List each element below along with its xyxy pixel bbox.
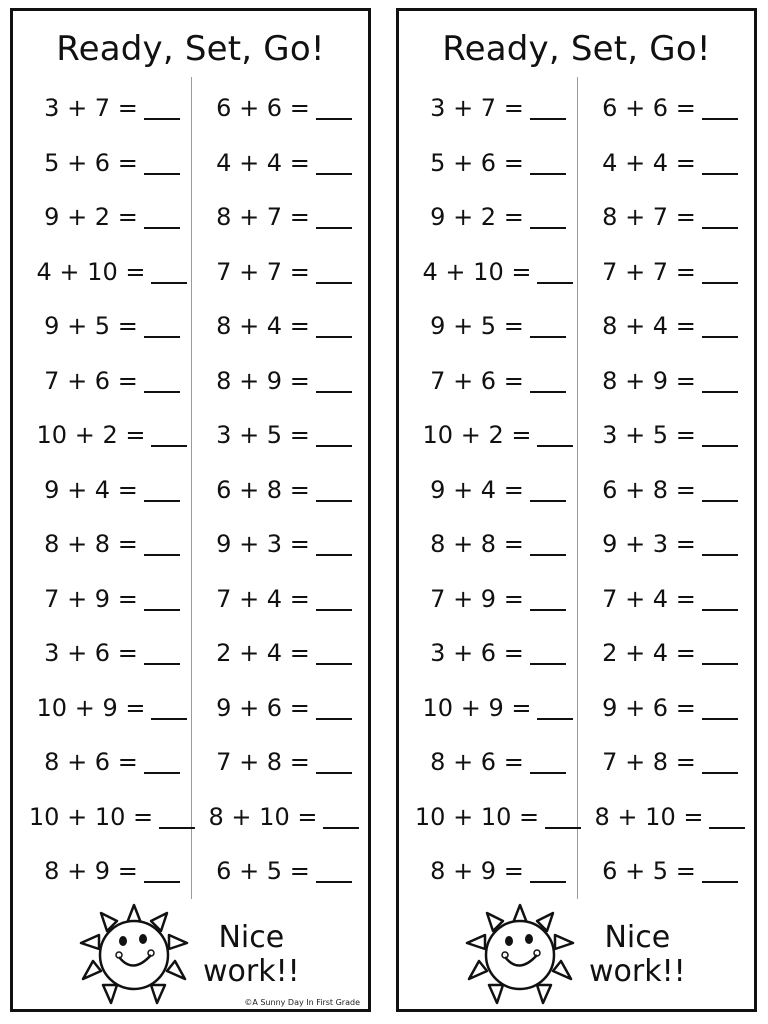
problem-row xyxy=(585,81,755,136)
answer-blank[interactable] xyxy=(537,423,573,447)
equation-text: 3 + 6 = xyxy=(44,639,138,668)
problem-row xyxy=(413,844,583,899)
problem-row xyxy=(27,463,197,518)
equation-text: 7 + 7 = xyxy=(602,257,696,286)
problem-row xyxy=(27,136,197,191)
answer-blank[interactable] xyxy=(702,423,738,447)
worksheet-title: Ready, Set, Go! xyxy=(56,29,325,69)
problem-row xyxy=(585,408,755,463)
problem-row xyxy=(27,735,197,790)
problem-column-1 xyxy=(27,81,197,899)
answer-blank[interactable] xyxy=(144,750,180,774)
answer-blank[interactable] xyxy=(144,151,180,175)
answer-blank[interactable] xyxy=(323,805,359,829)
equation-text: 8 + 6 = xyxy=(44,748,138,777)
answer-blank[interactable] xyxy=(144,96,180,120)
equation-text: 9 + 3 = xyxy=(216,530,310,559)
problem-row xyxy=(199,136,369,191)
equation-text: 8 + 10 = xyxy=(208,802,318,831)
problem-row xyxy=(585,626,755,681)
problem-row xyxy=(585,190,755,245)
problem-row xyxy=(585,517,755,572)
equation-text: 6 + 5 = xyxy=(216,857,310,886)
equation-text: 8 + 6 = xyxy=(430,748,524,777)
equation-text: 8 + 10 = xyxy=(594,802,704,831)
equation-text: 10 + 10 = xyxy=(414,802,540,831)
problem-row xyxy=(199,463,369,518)
answer-blank[interactable] xyxy=(545,805,581,829)
problem-row xyxy=(199,190,369,245)
equation-text: 8 + 9 = xyxy=(430,857,524,886)
answer-blank[interactable] xyxy=(316,314,352,338)
answer-blank[interactable] xyxy=(316,260,352,284)
problem-column-1 xyxy=(413,81,583,899)
smiling-sun-icon xyxy=(75,903,193,1005)
equation-text: 9 + 3 = xyxy=(602,530,696,559)
answer-blank[interactable] xyxy=(702,205,738,229)
equation-text: 7 + 9 = xyxy=(430,584,524,613)
answer-blank[interactable] xyxy=(144,478,180,502)
answer-blank[interactable] xyxy=(316,205,352,229)
answer-blank[interactable] xyxy=(530,96,566,120)
equation-text: 10 + 10 = xyxy=(28,802,154,831)
answer-blank[interactable] xyxy=(316,369,352,393)
answer-blank[interactable] xyxy=(702,532,738,556)
equation-text: 7 + 8 = xyxy=(602,748,696,777)
problem-row xyxy=(199,299,369,354)
equation-text: 9 + 4 = xyxy=(44,475,138,504)
answer-blank[interactable] xyxy=(151,423,187,447)
answer-blank[interactable] xyxy=(702,859,738,883)
answer-blank[interactable] xyxy=(144,205,180,229)
equation-text: 10 + 2 = xyxy=(422,421,532,450)
equation-text: 9 + 2 = xyxy=(430,203,524,232)
answer-blank[interactable] xyxy=(530,205,566,229)
answer-blank[interactable] xyxy=(702,750,738,774)
equation-text: 10 + 9 = xyxy=(36,693,146,722)
answer-blank[interactable] xyxy=(159,805,195,829)
problem-row xyxy=(27,681,197,736)
equation-text: 8 + 9 = xyxy=(216,366,310,395)
problem-row xyxy=(199,354,369,409)
equation-text: 10 + 9 = xyxy=(422,693,532,722)
nice-work-message xyxy=(589,921,686,989)
problem-column-2 xyxy=(585,81,755,899)
problem-row xyxy=(27,245,197,300)
answer-blank[interactable] xyxy=(316,532,352,556)
answer-blank[interactable] xyxy=(530,532,566,556)
answer-blank[interactable] xyxy=(702,696,738,720)
problem-row xyxy=(585,790,755,845)
equation-text: 6 + 6 = xyxy=(216,94,310,123)
problem-row xyxy=(585,245,755,300)
problem-row xyxy=(585,354,755,409)
problem-row xyxy=(585,299,755,354)
problem-row xyxy=(413,136,583,191)
answer-blank[interactable] xyxy=(530,478,566,502)
nice-work-line2: work!! xyxy=(589,954,686,989)
answer-blank[interactable] xyxy=(316,641,352,665)
answer-blank[interactable] xyxy=(316,151,352,175)
problem-row xyxy=(27,190,197,245)
equation-text: 8 + 4 = xyxy=(216,312,310,341)
equation-text: 8 + 9 = xyxy=(44,857,138,886)
equation-text: 4 + 10 = xyxy=(422,257,532,286)
equation-text: 8 + 7 = xyxy=(602,203,696,232)
problem-row xyxy=(199,572,369,627)
equation-text: 6 + 8 = xyxy=(216,475,310,504)
problem-row xyxy=(27,572,197,627)
problem-row xyxy=(199,735,369,790)
equation-text: 7 + 4 = xyxy=(216,584,310,613)
equation-text: 3 + 5 = xyxy=(602,421,696,450)
equation-text: 4 + 4 = xyxy=(216,148,310,177)
equation-text: 4 + 10 = xyxy=(36,257,146,286)
problem-row xyxy=(199,626,369,681)
answer-blank[interactable] xyxy=(530,641,566,665)
answer-blank[interactable] xyxy=(316,750,352,774)
answer-blank[interactable] xyxy=(144,587,180,611)
answer-blank[interactable] xyxy=(530,587,566,611)
equation-text: 8 + 9 = xyxy=(602,366,696,395)
problem-row xyxy=(199,790,369,845)
equation-text: 3 + 7 = xyxy=(44,94,138,123)
equation-text: 10 + 2 = xyxy=(36,421,146,450)
problem-row xyxy=(27,408,197,463)
problem-row xyxy=(413,354,583,409)
equation-text: 3 + 7 = xyxy=(430,94,524,123)
answer-blank[interactable] xyxy=(144,859,180,883)
equation-text: 6 + 6 = xyxy=(602,94,696,123)
answer-blank[interactable] xyxy=(316,696,352,720)
nice-work-line1: Nice xyxy=(218,920,285,955)
problem-row xyxy=(585,681,755,736)
card-footer xyxy=(13,901,368,1009)
problem-row xyxy=(585,136,755,191)
answer-blank[interactable] xyxy=(316,587,352,611)
answer-blank[interactable] xyxy=(702,641,738,665)
equation-text: 9 + 5 = xyxy=(430,312,524,341)
equation-text: 8 + 4 = xyxy=(602,312,696,341)
answer-blank[interactable] xyxy=(316,478,352,502)
equation-text: 9 + 6 = xyxy=(602,693,696,722)
problem-row xyxy=(27,517,197,572)
problem-row xyxy=(27,844,197,899)
answer-blank[interactable] xyxy=(530,750,566,774)
equation-text: 6 + 5 = xyxy=(602,857,696,886)
answer-blank[interactable] xyxy=(702,314,738,338)
equation-text: 2 + 4 = xyxy=(602,639,696,668)
problem-row xyxy=(413,190,583,245)
problem-row xyxy=(413,81,583,136)
equation-text: 9 + 6 = xyxy=(216,693,310,722)
problem-row xyxy=(27,299,197,354)
answer-blank[interactable] xyxy=(702,369,738,393)
equation-text: 9 + 2 = xyxy=(44,203,138,232)
problem-row xyxy=(413,463,583,518)
equation-text: 5 + 6 = xyxy=(44,148,138,177)
equation-text: 7 + 9 = xyxy=(44,584,138,613)
answer-blank[interactable] xyxy=(702,478,738,502)
equation-text: 8 + 8 = xyxy=(44,530,138,559)
problem-row xyxy=(413,735,583,790)
answer-blank[interactable] xyxy=(709,805,745,829)
problem-row xyxy=(413,572,583,627)
equation-text: 9 + 4 = xyxy=(430,475,524,504)
equation-text: 5 + 6 = xyxy=(430,148,524,177)
answer-blank[interactable] xyxy=(530,151,566,175)
equation-text: 4 + 4 = xyxy=(602,148,696,177)
problem-row xyxy=(413,517,583,572)
problem-row xyxy=(413,790,583,845)
answer-blank[interactable] xyxy=(530,369,566,393)
equation-text: 7 + 8 = xyxy=(216,748,310,777)
problem-row xyxy=(199,681,369,736)
answer-blank[interactable] xyxy=(151,260,187,284)
smiling-sun-icon xyxy=(461,903,579,1005)
answer-blank[interactable] xyxy=(151,696,187,720)
equation-text: 3 + 5 = xyxy=(216,421,310,450)
answer-blank[interactable] xyxy=(702,151,738,175)
answer-blank[interactable] xyxy=(144,532,180,556)
problem-row xyxy=(413,626,583,681)
nice-work-line2: work!! xyxy=(203,954,300,989)
problem-row xyxy=(585,735,755,790)
worksheet-title: Ready, Set, Go! xyxy=(442,29,711,69)
equation-text: 2 + 4 = xyxy=(216,639,310,668)
nice-work-message xyxy=(203,921,300,989)
answer-blank[interactable] xyxy=(316,859,352,883)
problem-row xyxy=(27,626,197,681)
copyright-credit: ©A Sunny Day In First Grade xyxy=(244,998,360,1007)
problem-row xyxy=(199,245,369,300)
answer-blank[interactable] xyxy=(702,96,738,120)
answer-blank[interactable] xyxy=(537,696,573,720)
problem-row xyxy=(199,844,369,899)
problem-row xyxy=(199,81,369,136)
equation-text: 7 + 6 = xyxy=(44,366,138,395)
answer-blank[interactable] xyxy=(537,260,573,284)
answer-blank[interactable] xyxy=(530,314,566,338)
equation-text: 7 + 7 = xyxy=(216,257,310,286)
answer-blank[interactable] xyxy=(316,423,352,447)
answer-blank[interactable] xyxy=(702,587,738,611)
problem-row xyxy=(27,354,197,409)
answer-blank[interactable] xyxy=(144,314,180,338)
equation-text: 9 + 5 = xyxy=(44,312,138,341)
problem-row xyxy=(27,790,197,845)
answer-blank[interactable] xyxy=(144,641,180,665)
problem-row xyxy=(199,517,369,572)
problem-row xyxy=(27,81,197,136)
problem-row xyxy=(585,463,755,518)
answer-blank[interactable] xyxy=(316,96,352,120)
problem-row xyxy=(585,844,755,899)
problem-row xyxy=(585,572,755,627)
equation-text: 7 + 4 = xyxy=(602,584,696,613)
problem-row xyxy=(413,299,583,354)
problem-row xyxy=(199,408,369,463)
equation-text: 3 + 6 = xyxy=(430,639,524,668)
answer-blank[interactable] xyxy=(530,859,566,883)
problem-row xyxy=(413,245,583,300)
worksheet-card-right xyxy=(396,8,757,1012)
problem-row xyxy=(413,681,583,736)
answer-blank[interactable] xyxy=(702,260,738,284)
problem-row xyxy=(413,408,583,463)
equation-text: 7 + 6 = xyxy=(430,366,524,395)
card-footer xyxy=(399,901,754,1009)
nice-work-line1: Nice xyxy=(604,920,671,955)
problem-column-2 xyxy=(199,81,369,899)
equation-text: 8 + 7 = xyxy=(216,203,310,232)
equation-text: 6 + 8 = xyxy=(602,475,696,504)
worksheet-card-left xyxy=(10,8,371,1012)
answer-blank[interactable] xyxy=(144,369,180,393)
equation-text: 8 + 8 = xyxy=(430,530,524,559)
